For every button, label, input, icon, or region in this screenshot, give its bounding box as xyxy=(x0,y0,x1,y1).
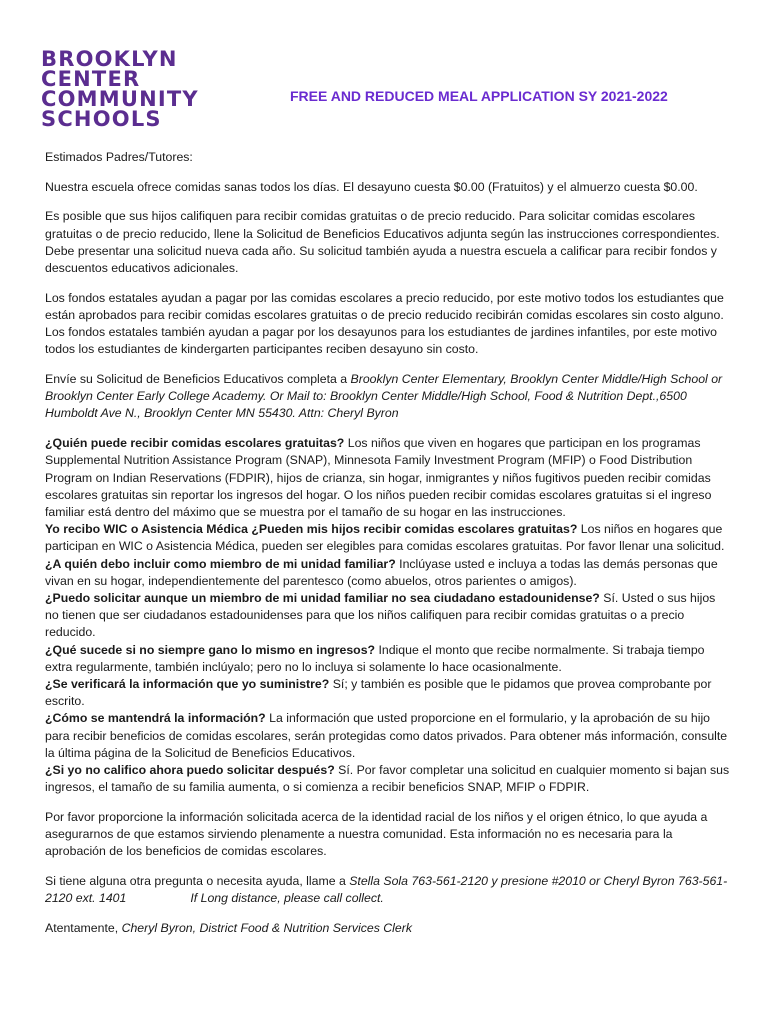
faq-answer: Sí. Usted o sus hijos no tienen que ser ciudadanos estadounidenses para que los niños califiquen para recibir comidas gratuitas o a precio reducido. xyxy=(45,590,716,640)
paragraph-submission xyxy=(45,371,730,423)
faq-answer: Los niños que viven en hogares que participan en los programas Supplemental Nutrition Assistance Program (SNAP), Minnesota Family Investment Program (MFIP) o Food Distribution Program on Indian Reservations (FDPIR), hijos de crianza, sin hogar, inmigrantes y niños fugitivos pueden recibir comidas escolares gratuitas sin reportar los ingresos del hogar. O los niños pueden recibir comidas escolares gratuitas si el ingreso familiar está dentro del máximo que se muestra por el tamaño de su hogar en las instrucciones. xyxy=(45,436,712,519)
paragraph-ethnicity: Por favor proporcione la información solicitada acerca de la identidad racial de los niños y el origen étnico, lo que ayuda a asegurarnos de que estamos sirviendo plenamente a nuestra comunidad. Esta información no es necesaria para la aprobación de los beneficios de comidas escolares. xyxy=(45,809,708,859)
letter-body xyxy=(45,149,730,937)
contact-info: Stella Sola 763-561-2120 y presione #2010 or Cheryl Byron 763-561-2120 ext. 1401 xyxy=(45,874,728,906)
paragraph-contact xyxy=(45,873,730,907)
faq-answer: La información que usted proporcione en el formulario, y la aprobación de su hijo para recibir beneficios de comidas escolares, serán protegidas como datos privados. Para obtener más información, consulte la última página de la Solicitud de Beneficios Educativos. xyxy=(45,711,728,760)
faq-question: ¿Qué sucede si no siempre gano lo mismo en ingresos? xyxy=(45,642,376,657)
faq-question: Yo recibo WIC o Asistencia Médica ¿Pueden mis hijos recibir comidas escolares gratuitas? xyxy=(45,522,578,537)
signature-name: Cheryl Byron, District Food & Nutrition Services Clerk xyxy=(121,920,412,935)
faq-item xyxy=(45,590,730,642)
document-title: FREE AND REDUCED MEAL APPLICATION SY 2021-2022 xyxy=(290,88,668,104)
faq-item xyxy=(45,556,730,590)
greeting: Estimados Padres/Tutores: xyxy=(45,150,193,164)
faq-question: ¿Quién puede recibir comidas escolares gratuitas? xyxy=(45,436,345,451)
contact-lead: Si tiene alguna otra pregunta o necesita ayuda, llame a xyxy=(45,874,350,889)
faq-item xyxy=(45,710,730,762)
logo-line-2: CENTER xyxy=(41,67,141,91)
faq-question: ¿Cómo se mantendrá la información? xyxy=(45,711,266,726)
submission-address: Brooklyn Center Elementary, Brooklyn Center Middle/High School or Brooklyn Center Early College Academy. Or Mail to: Brooklyn Center Middle/High School, Food & Nutrition Dept.,6500 Humboldt Ave N., Brooklyn Center MN 55430. Attn: Cheryl Byron xyxy=(45,372,723,421)
faq-question: ¿Si yo no califico ahora puedo solicitar después? xyxy=(45,763,335,777)
long-distance-note: If Long distance, please call collect. xyxy=(190,891,384,906)
faq-item xyxy=(45,521,730,555)
faq-answer: Inclúyase usted e incluya a todas las demás personas que vivan en su hogar, independientemente del parentesco (como abuelos, otros parientes o amigos). xyxy=(45,556,718,588)
faq-item xyxy=(45,676,730,710)
faq-answer: Los niños en hogares que participan en WIC o Asistencia Médica, pueden ser elegibles para comidas escolares gratuitas. Por favor llenar una solicitud. xyxy=(45,522,725,554)
paragraph-eligibility: Es posible que sus hijos califiquen para recibir comidas gratuitas o de precio reducido. Para solicitar comidas escolares gratuitas o de precio reducido, llene la Solicitud de Beneficios Educativos adjunta según las instrucciones correspondientes. Debe presentar una solicitud nueva cada año. Su solicitud también ayuda a nuestra escuela a calificar para recibir fondos y descuentos educativos adicionales. xyxy=(45,209,720,276)
faq-question: ¿Se verificará la información que yo suministre? xyxy=(45,676,330,691)
closing-lead: Atentamente, xyxy=(45,920,122,935)
closing xyxy=(45,920,730,937)
faq-question: ¿Puedo solicitar aunque un miembro de mi unidad familiar no sea ciudadano estadounidense? xyxy=(45,590,600,605)
faq-question: ¿A quién debo incluir como miembro de mi unidad familiar? xyxy=(45,556,396,571)
faq-section xyxy=(45,435,730,796)
logo-line-3: COMMUNITY xyxy=(41,87,199,111)
faq-item xyxy=(45,762,730,796)
paragraph-state-funds: Los fondos estatales ayudan a pagar por las comidas escolares a precio reducido, por este motivo todos los estudiantes que están aprobados para recibir comidas escolares gratuitas o de precio reducido recibirán comidas escolares sin costo alguno. Los fondos estatales también ayudan a pagar por los desayunos para los estudiantes de jardines infantiles, por este motivo todos los estudiantes de kindergarten participantes reciben desayuno sin costo. xyxy=(45,290,724,357)
faq-answer: Indique el monto que recibe normalmente. Si trabaja tiempo extra regularmente, también inclúyalo; pero no lo incluya si solamente lo hace ocasionalmente. xyxy=(45,642,705,674)
faq-answer: Sí; y también es posible que le pidamos que provea comprobante por escrito. xyxy=(45,676,712,709)
district-logo xyxy=(41,49,199,129)
logo-line-1: BROOKLYN xyxy=(41,47,178,71)
faq-item xyxy=(45,435,730,521)
logo-line-4: SCHOOLS xyxy=(41,107,162,131)
paragraph-meal-prices: Nuestra escuela ofrece comidas sanas todos los días. El desayuno cuesta $0.00 (Fratuitos) y el almuerzo cuesta $0.00. xyxy=(45,179,698,194)
faq-answer: Sí. Por favor completar una solicitud en cualquier momento si bajan sus ingresos, el tamaño de su familia aumenta, o si comienza a recibir beneficios SNAP, MFIP o FDPIR. xyxy=(45,763,730,795)
faq-item xyxy=(45,642,730,676)
submission-lead: Envíe su Solicitud de Beneficios Educativos completa a xyxy=(45,372,351,387)
